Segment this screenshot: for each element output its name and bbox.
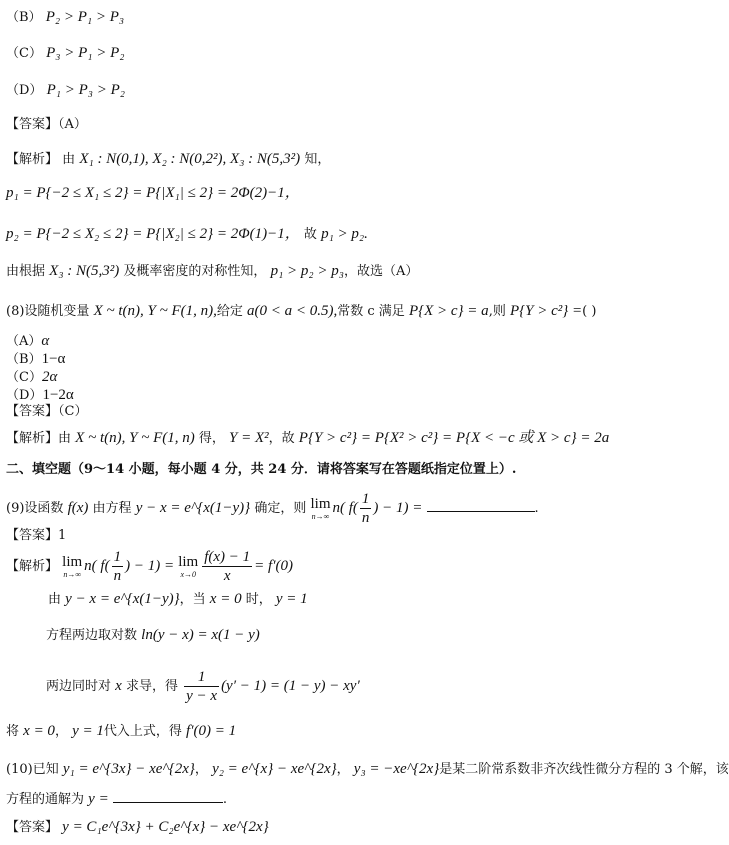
analysis-text: ， — [54, 724, 68, 739]
period: . — [222, 792, 227, 807]
analysis-text: 求导，得 — [125, 679, 178, 694]
option-label: （D） — [6, 83, 43, 98]
answer-tag: 【答案】 — [6, 820, 59, 835]
answer-expr: y = C₁e^{3x} + C₂e^{x} − xe^{2x} — [62, 819, 269, 835]
analysis-text: 将 — [6, 724, 20, 739]
distribution-expr: X₁ : N(0,1), X₂ : N(0,2²), X₃ : N(5,3²) — [79, 151, 301, 167]
analysis-text: ，故 — [268, 431, 295, 446]
question-expr: P{X > c} = a — [408, 303, 489, 319]
question-text: 是某二阶常系数非齐次线性微分方程的 3 个解，该 — [439, 762, 729, 777]
question-expr: X ~ t(n), Y ~ F(1, n), — [93, 303, 217, 319]
question-expr: f(x) — [67, 500, 89, 516]
analysis-tag: 【解析】 — [6, 152, 59, 167]
q8-answer — [6, 404, 87, 420]
limit-sub: n→∞ — [311, 512, 330, 522]
answer-value: （A） — [58, 117, 87, 132]
limit-operator — [310, 495, 330, 522]
option-label: （C） — [6, 46, 42, 61]
question-text: ,则 — [488, 304, 506, 319]
analysis-expr: y = 1 — [275, 591, 308, 607]
analysis-text: 由 — [48, 592, 62, 607]
limit-sub: n→∞ — [63, 570, 82, 580]
q9-answer — [6, 528, 66, 544]
fraction-denominator: x — [223, 568, 231, 584]
q6-conclusion — [6, 262, 418, 280]
answer-value: （C） — [58, 404, 88, 419]
fraction — [360, 490, 372, 527]
q9-stem — [6, 490, 539, 527]
question-text: 由方程 — [92, 501, 132, 516]
analysis-text: ，故选（A） — [343, 264, 419, 279]
question-expr: y − x = e^{x(1−y)} — [135, 500, 251, 516]
separator: ， — [336, 762, 350, 777]
question-expr: ) − 1) = — [373, 500, 423, 516]
period: . — [534, 501, 539, 516]
question-text: 设函数 — [24, 501, 64, 516]
analysis-text: 代入上式，得 — [103, 724, 182, 739]
p2-expr: p₂ = P{−2 ≤ X₂ ≤ 2} = P{|X₂| ≤ 2} = 2Φ(1)−1， — [6, 226, 300, 242]
answer-blank[interactable] — [113, 802, 223, 803]
analysis-expr: ) − 1) = — [125, 558, 175, 574]
question-expr: a(0 < a < 0.5), — [247, 303, 338, 319]
q9-analysis — [6, 548, 293, 585]
question-text: 已知 — [32, 762, 59, 777]
limit-word: lim — [178, 554, 199, 571]
fraction-denominator: n — [361, 510, 370, 526]
q6-analysis-intro — [6, 150, 330, 168]
q8-option-d — [6, 386, 74, 404]
option-label: （D） — [6, 388, 43, 403]
option-expr: P₂ > P₁ > P₃ — [45, 9, 125, 25]
answer-value: 1 — [58, 528, 67, 543]
q6-option-b — [6, 8, 124, 26]
q10-stem — [6, 760, 729, 778]
option-label: （A） — [6, 334, 42, 349]
option-expr: P₁ > P₃ > P₂ — [46, 82, 125, 98]
fraction — [184, 668, 219, 705]
q9-step-1 — [48, 590, 308, 608]
question-text: 确定，则 — [254, 501, 307, 516]
analysis-text: 两边同时对 — [46, 679, 112, 694]
analysis-text: 及概率密度的对称性知， — [123, 264, 267, 279]
fraction-numerator: 1 — [113, 549, 122, 565]
q6-answer — [6, 117, 87, 133]
question-expr: y₁ = e^{3x} − xe^{2x} — [62, 761, 195, 777]
q6-p2-line — [6, 225, 368, 243]
question-text: 方程的通解为 — [6, 792, 85, 807]
question-expr: y₂ = e^{x} − xe^{2x} — [212, 761, 337, 777]
answer-tag: 【答案】 — [6, 404, 59, 419]
q9-step-3 — [46, 668, 360, 705]
analysis-expr: y − x = e^{x(1−y)} — [65, 591, 180, 607]
analysis-expr: n( f( — [84, 558, 110, 574]
q9-step-2 — [46, 626, 260, 644]
analysis-expr: ln(y − x) = x(1 − y) — [141, 627, 260, 643]
separator: ， — [194, 762, 208, 777]
option-expr: P₃ > P₁ > P₂ — [46, 45, 125, 61]
analysis-text: 由 — [58, 431, 72, 446]
analysis-expr: y = 1 — [72, 723, 104, 739]
q6-option-c — [6, 44, 124, 62]
answer-tag: 【答案】 — [6, 528, 59, 543]
q8-option-a — [6, 332, 49, 350]
fraction-numerator: 1 — [184, 668, 219, 687]
analysis-expr: x = 0 — [23, 723, 55, 739]
limit-sub: x→0 — [180, 570, 196, 580]
q8-stem — [6, 302, 596, 320]
q6-p1-line — [6, 184, 300, 202]
option-expr: 1−α — [41, 351, 66, 367]
question-number: (9) — [6, 501, 25, 516]
analysis-expr: f′(0) = 1 — [186, 723, 237, 739]
analysis-expr: x = 0 — [209, 591, 242, 607]
fraction — [112, 548, 124, 585]
question-number: (8) — [6, 304, 25, 319]
option-label: （B） — [6, 10, 42, 25]
question-text: 设随机变量 — [24, 304, 90, 319]
fraction — [202, 548, 252, 585]
q6-option-d — [6, 81, 125, 99]
option-expr: 1−2α — [42, 387, 74, 403]
analysis-tag: 【解析】 — [6, 431, 59, 446]
analysis-tag: 【解析】 — [6, 559, 59, 574]
q8-option-b — [6, 350, 65, 368]
fraction-numerator: f(x) − 1 — [204, 549, 251, 565]
limit-operator — [178, 553, 198, 580]
analysis-text: ，当 — [179, 592, 206, 607]
compare-expr: p₁ > p₂ > p₃ — [270, 263, 344, 279]
analysis-expr: X ~ t(n), Y ~ F(1, n) — [75, 430, 195, 446]
analysis-expr: Y = X² — [229, 430, 269, 446]
analysis-expr: x — [115, 678, 122, 694]
analysis-text: 方程两边取对数 — [46, 628, 138, 643]
q10-stem-line-2 — [6, 790, 227, 808]
answer-paren: ( ) — [582, 304, 597, 319]
distribution-expr: X₃ : N(5,3²) — [49, 263, 120, 279]
analysis-text: 由根据 — [6, 264, 46, 279]
fraction-denominator: n — [113, 568, 122, 584]
question-text: 给定 — [216, 304, 243, 319]
q9-step-4 — [6, 722, 236, 740]
p1-expr: p₁ = P{−2 ≤ X₁ ≤ 2} = P{|X₁| ≤ 2} = 2Φ(2)−1， — [6, 185, 300, 201]
option-label: （B） — [6, 352, 42, 367]
limit-operator — [62, 553, 82, 580]
analysis-text: 由 — [62, 152, 76, 167]
q8-option-c — [6, 368, 57, 386]
analysis-text: 得， — [198, 431, 225, 446]
q8-analysis — [6, 429, 609, 447]
section-heading: 二、填空题（9～14 小题，每小题 4 分，共 24 分．请将答案写在答题纸指定位置上）. — [6, 462, 517, 477]
question-expr: P{Y > c²} = — [509, 303, 583, 319]
analysis-expr: (y′ − 1) = (1 − y) − xy′ — [221, 678, 360, 694]
answer-blank[interactable] — [427, 511, 535, 512]
option-expr: 2α — [41, 369, 58, 385]
question-number: (10) — [6, 762, 33, 777]
question-expr: n( f( — [332, 500, 358, 516]
analysis-text: 故 — [303, 227, 317, 242]
question-expr: y = — [88, 791, 109, 807]
compare-expr: p₁ > p₂. — [321, 226, 368, 242]
question-expr: y₃ = −xe^{2x} — [353, 761, 440, 777]
limit-word: lim — [62, 554, 83, 571]
question-text: 常数 c 满足 — [337, 304, 405, 319]
fraction-numerator: 1 — [361, 491, 370, 507]
analysis-text: 知， — [304, 152, 331, 167]
option-label: （C） — [6, 370, 42, 385]
limit-word: lim — [310, 496, 331, 513]
q10-answer — [6, 818, 269, 836]
option-expr: α — [41, 333, 50, 349]
fraction-denominator: y − x — [186, 688, 218, 704]
analysis-text: 时， — [245, 592, 272, 607]
answer-tag: 【答案】 — [6, 117, 59, 132]
analysis-expr: = f′(0) — [254, 558, 293, 574]
analysis-expr: P{Y > c²} = P{X² > c²} = P{X < −c 或 X > c} = 2a — [298, 430, 610, 446]
